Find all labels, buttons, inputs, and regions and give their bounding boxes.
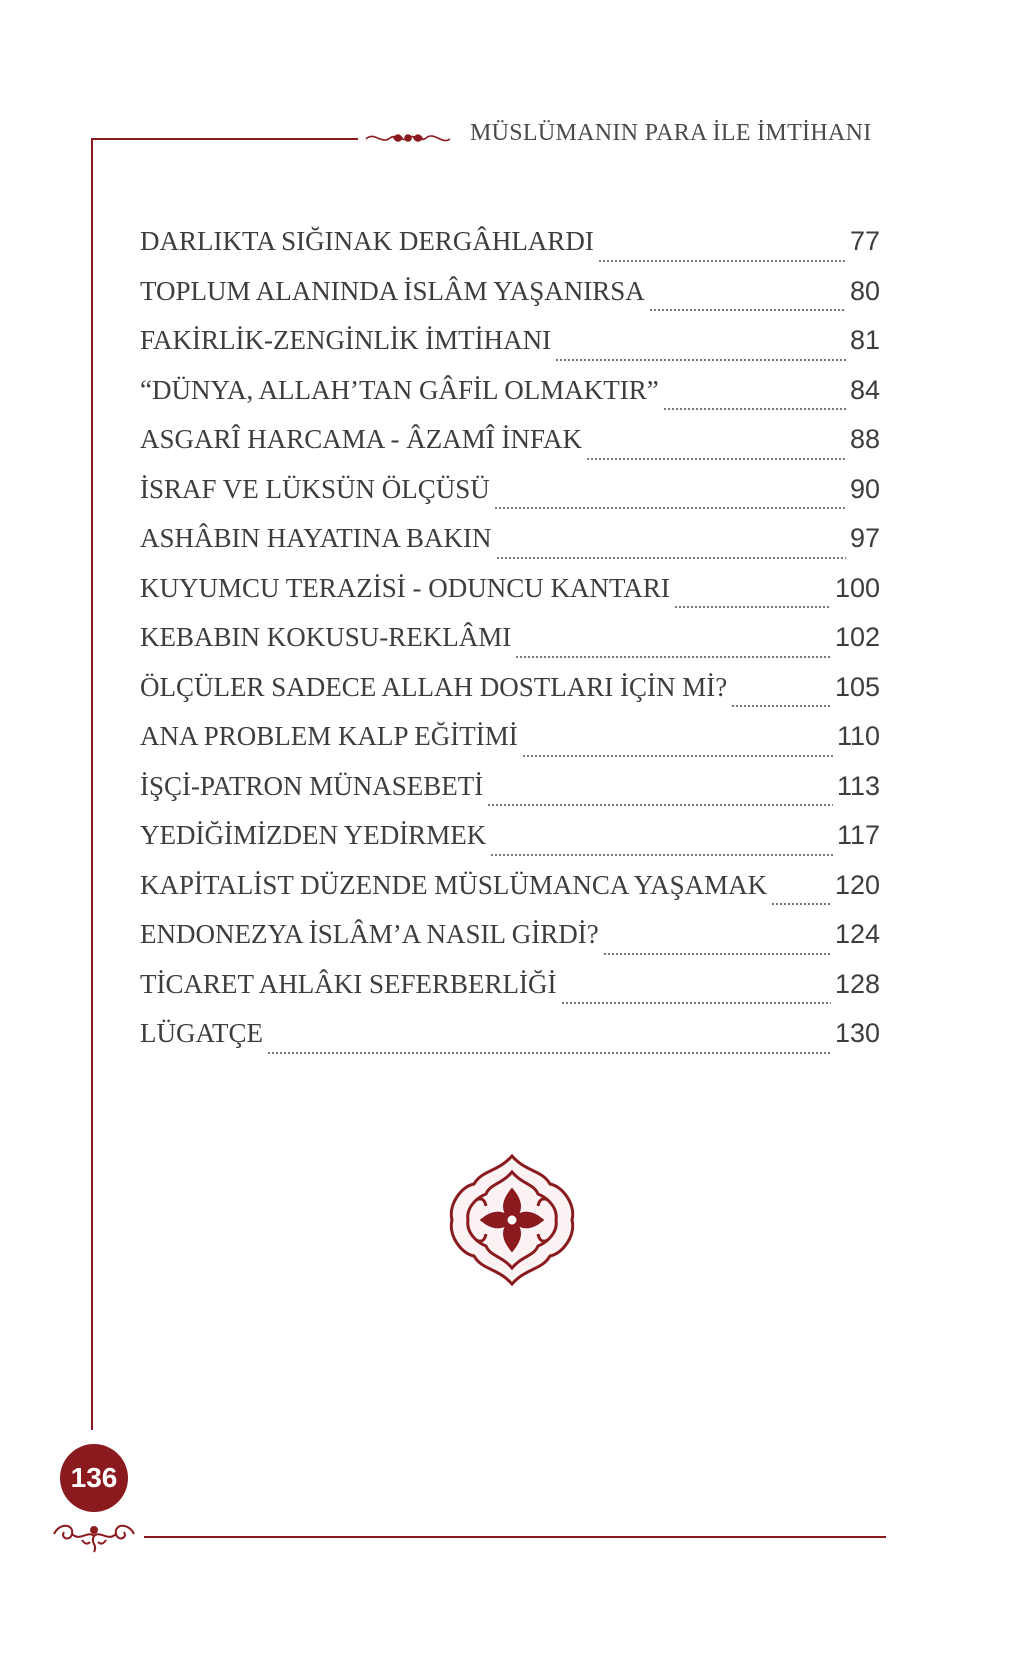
toc-entry-title: TİCARET AHLÂKI SEFERBERLİĞİ [140, 968, 557, 999]
toc-entry-page: 90 [849, 473, 880, 504]
dot-leader [494, 507, 846, 509]
toc-entry [140, 771, 880, 821]
toc-entry-title: DARLIKTA SIĞINAK DERGÂHLARDI [140, 226, 594, 256]
toc-entry-title: KUYUMCU TERAZİSİ - ODUNCU KANTARI [140, 572, 670, 603]
toc-entry-page: 77 [849, 226, 880, 256]
toc-entry-page: 117 [836, 820, 880, 850]
dot-leader [555, 359, 846, 361]
toc-entry-title: ÖLÇÜLER SADECE ALLAH DOSTLARI İÇİN Mİ? [140, 671, 728, 702]
toc-entry [140, 573, 880, 623]
page-number-badge [60, 1444, 128, 1512]
dot-leader [663, 408, 846, 410]
dot-leader [522, 755, 833, 757]
toc-entry-page: 110 [836, 721, 880, 751]
toc-entry-page: 102 [834, 622, 880, 652]
running-head-title: MÜSLÜMANIN PARA İLE İMTİHANI [470, 120, 872, 146]
arabesque-medallion-icon [442, 1150, 582, 1290]
toc-entry [140, 969, 880, 1019]
toc-entry-title: “DÜNYA, ALLAH’TAN GÂFİL OLMAKTIR” [140, 374, 659, 405]
toc-entry [140, 523, 880, 573]
dot-leader [603, 953, 831, 955]
toc-entry-title: LÜGATÇE [140, 1018, 263, 1048]
header-rule [92, 138, 358, 140]
toc-entry-title: ASHÂBIN HAYATINA BAKIN [140, 523, 492, 553]
dot-leader [674, 606, 831, 608]
dot-leader [561, 1002, 831, 1004]
toc-entry-title: İSRAF VE LÜKSÜN ÖLÇÜSÜ [140, 473, 490, 504]
footer-rule [144, 1536, 886, 1538]
dot-leader [771, 903, 831, 905]
toc-entry [140, 325, 880, 375]
toc-entry [140, 622, 880, 672]
floral-flourish-icon [50, 1516, 138, 1556]
toc-entry [140, 424, 880, 474]
toc-entry [140, 820, 880, 870]
dot-leader [649, 309, 846, 311]
toc-entry [140, 226, 880, 276]
toc-entry-title: TOPLUM ALANINDA İSLÂM YAŞANIRSA [140, 275, 645, 306]
toc-entry-page: 100 [834, 572, 880, 603]
frame-rule-left [91, 138, 93, 1430]
toc-entry-page: 84 [849, 374, 880, 405]
toc-entry-page: 80 [849, 275, 880, 306]
toc-entry [140, 919, 880, 969]
toc-entry-page: 130 [834, 1018, 880, 1048]
toc-entry-title: KEBABIN KOKUSU-REKLÂMI [140, 622, 512, 652]
toc-entry-title: KAPİTALİST DÜZENDE MÜSLÜMANCA YAŞAMAK [140, 869, 768, 900]
toc-entry-title: ENDONEZYA İSLÂM’A NASIL GİRDİ? [140, 919, 599, 949]
toc-entry-page: 105 [834, 671, 880, 702]
toc-entry-page: 81 [849, 325, 880, 355]
toc-entry-page: 124 [834, 919, 880, 949]
dot-leader [267, 1052, 831, 1054]
toc-entry-title: YEDİĞİMİZDEN YEDİRMEK [140, 820, 487, 850]
toc-entry [140, 474, 880, 524]
toc-entry-title: ANA PROBLEM KALP EĞİTİMİ [140, 721, 518, 751]
toc-entry-page: 88 [849, 424, 880, 454]
page-number: 136 [70, 1462, 118, 1493]
toc-entry-page: 128 [834, 968, 880, 999]
dot-leader [731, 705, 831, 707]
dot-leader [515, 656, 831, 658]
toc-entry [140, 1018, 880, 1068]
toc-entry [140, 276, 880, 326]
dot-leader [598, 260, 846, 262]
toc-entry [140, 721, 880, 771]
toc-entry-title: İŞÇİ-PATRON MÜNASEBETİ [140, 770, 484, 801]
toc-entry [140, 672, 880, 722]
table-of-contents [140, 226, 880, 1068]
toc-entry-page: 120 [834, 869, 880, 900]
toc-entry [140, 375, 880, 425]
toc-entry-page: 113 [836, 770, 880, 801]
floral-flourish-icon [364, 129, 452, 147]
toc-entry-page: 97 [849, 523, 880, 553]
dot-leader [496, 557, 846, 559]
toc-entry-title: FAKİRLİK-ZENGİNLİK İMTİHANI [140, 325, 552, 355]
toc-entry [140, 870, 880, 920]
dot-leader [586, 458, 846, 460]
dot-leader [487, 804, 833, 806]
dot-leader [490, 854, 833, 856]
toc-entry-title: ASGARÎ HARCAMA - ÂZAMÎ İNFAK [140, 424, 583, 454]
